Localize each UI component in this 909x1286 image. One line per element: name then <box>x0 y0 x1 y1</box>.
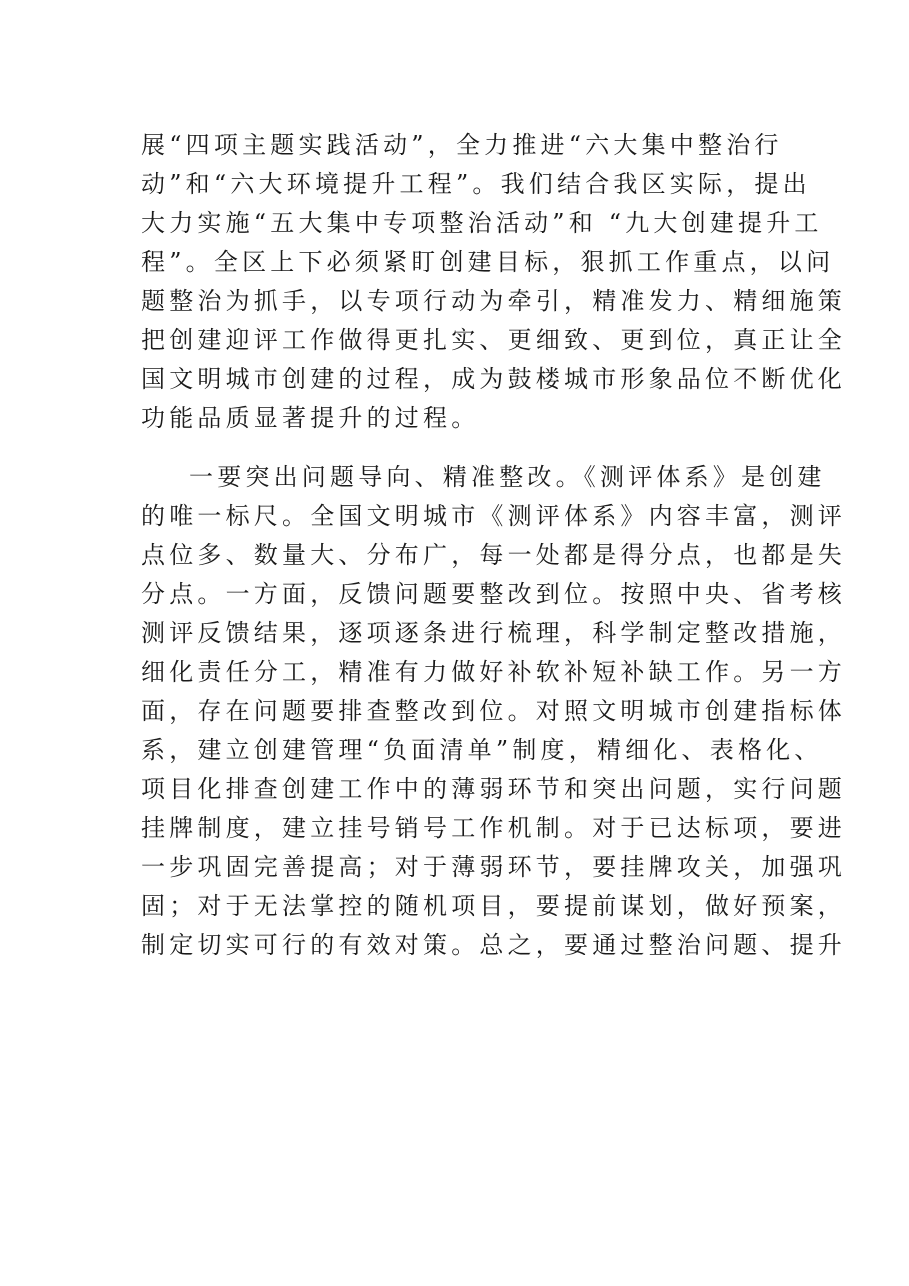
text-line: 展“四项主题实践活动”，全力推进“六大集中整治行 <box>141 131 783 159</box>
text-line: 大力实施“五大集中专项整治活动”和 “九大创建提升工 <box>141 209 823 237</box>
text-line: 挂牌制度，建立挂号销号工作机制。对于已达标项，要进 <box>141 814 846 842</box>
text-line: 的唯一标尺。全国文明城市《测评体系》内容丰富，测评 <box>141 502 846 530</box>
text-line: 功能品质显著提升的过程。 <box>141 404 480 432</box>
text-line: 固；对于无法掌控的随机项目，要提前谋划，做好预案， <box>141 892 846 920</box>
text-line: 把创建迎评工作做得更扎实、更细致、更到位，真正让全 <box>141 326 846 354</box>
text-line: 程”。全区上下必须紧盯创建目标，狠抓工作重点，以问 <box>141 248 835 276</box>
text-line: 分点。一方面，反馈问题要整改到位。按照中央、省考核 <box>141 580 846 608</box>
text-line: 一步巩固完善提高；对于薄弱环节，要挂牌攻关，加强巩 <box>141 853 846 881</box>
text-line: 测评反馈结果，逐项逐条进行梳理，科学制定整改措施， <box>141 619 846 647</box>
text-line: 题整治为抓手，以专项行动为牵引，精准发力、精细施策 <box>141 287 846 315</box>
text-line: 制定切实可行的有效对策。总之，要通过整治问题、提升 <box>141 931 846 959</box>
text-line: 国文明城市创建的过程，成为鼓楼城市形象品位不断优化 <box>141 365 846 393</box>
text-line: 动”和“六大环境提升工程”。我们结合我区实际，提出 <box>141 170 811 198</box>
paragraph-first-line: 一要突出问题导向、精准整改。《测评体系》是创建 <box>189 463 826 491</box>
text-line: 点位多、数量大、分布广，每一处都是得分点，也都是失 <box>141 541 846 569</box>
text-line: 面，存在问题要排查整改到位。对照文明城市创建指标体 <box>141 697 846 725</box>
text-line: 细化责任分工，精准有力做好补软补短补缺工作。另一方 <box>141 658 846 686</box>
text-line: 系，建立创建管理“负面清单”制度，精细化、表格化、 <box>141 736 823 764</box>
text-line: 项目化排查创建工作中的薄弱环节和突出问题，实行问题 <box>141 775 846 803</box>
